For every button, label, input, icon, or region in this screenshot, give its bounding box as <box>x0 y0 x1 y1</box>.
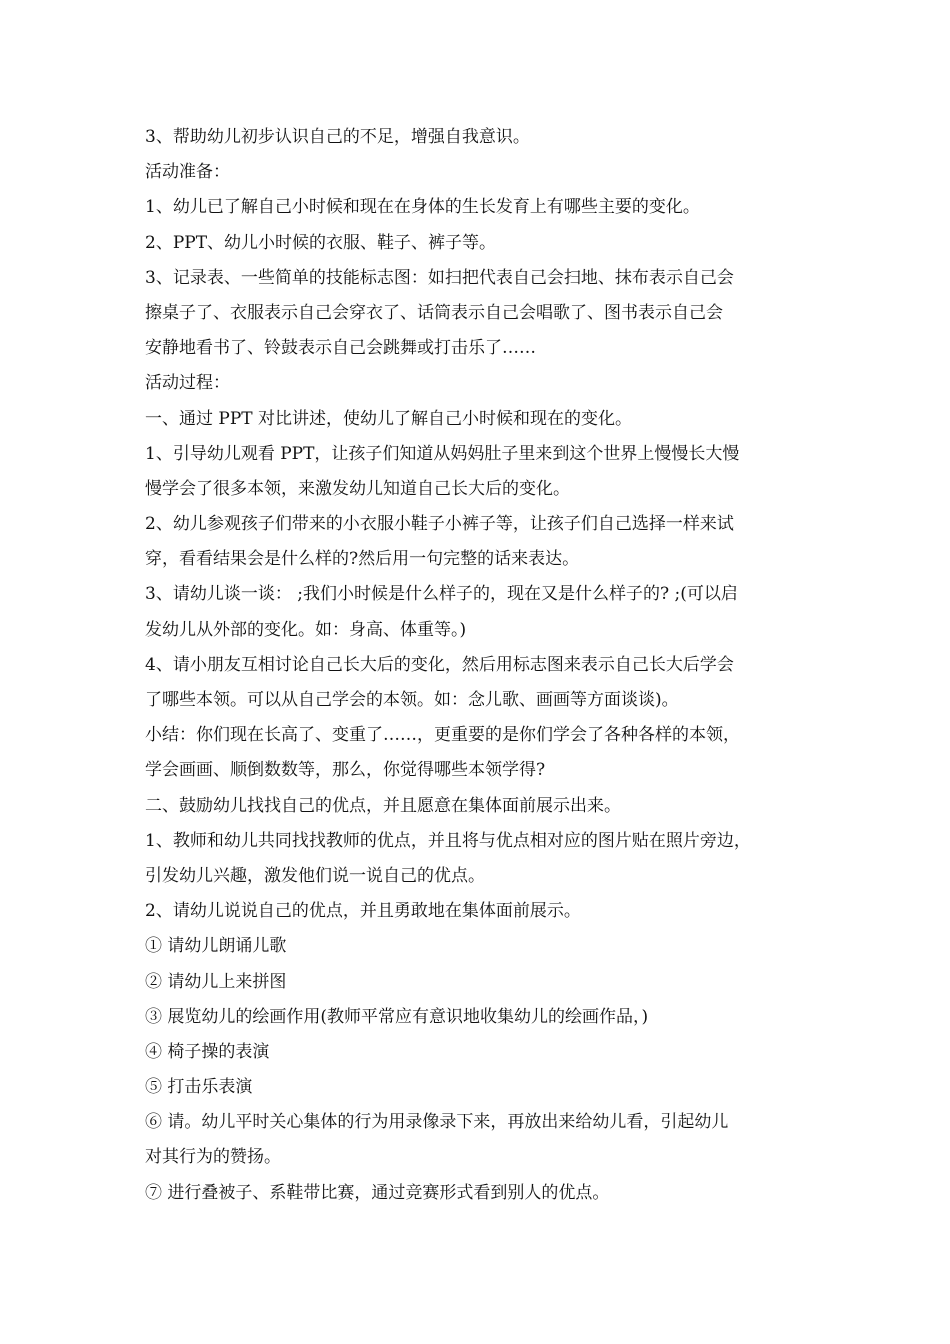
text-line: 3、请幼儿谈一谈： ;我们小时候是什么样子的，现在又是什么样子的? ;(可以启 <box>145 584 738 605</box>
list-item: ⑥ 请。幼儿平时关心集体的行为用录像录下来，再放出来给幼儿看，引起幼儿 <box>145 1112 729 1133</box>
text-line: 1、引导幼儿观看 PPT，让孩子们知道从妈妈肚子里来到这个世界上慢慢长大慢 <box>145 443 740 464</box>
list-item: ③ 展览幼儿的绘画作用(教师平常应有意识地收集幼儿的绘画作品，) <box>145 1006 649 1027</box>
text-line: 二、鼓励幼儿找找自己的优点，并且愿意在集体面前展示出来。 <box>145 795 621 816</box>
list-item: ② 请幼儿上来拼图 <box>145 971 287 992</box>
text-line: 2、幼儿参观孩子们带来的小衣服小鞋子小裤子等，让孩子们自己选择一样来试 <box>145 514 734 535</box>
list-item: ④ 椅子操的表演 <box>145 1041 270 1062</box>
section-heading: 活动准备： <box>145 162 230 183</box>
text-line: 学会画画、顺倒数数等，那么，你觉得哪些本领学得? <box>145 760 546 781</box>
text-line: 对其行为的赞扬。 <box>145 1147 281 1168</box>
section-heading: 活动过程： <box>145 373 230 394</box>
text-line: 安静地看书了、铃鼓表示自己会跳舞或打击乐了…… <box>145 338 536 359</box>
text-line: 了哪些本领。可以从自己学会的本领。如：念儿歌、画画等方面谈谈)。 <box>145 690 679 710</box>
list-item: ⑦ 进行叠被子、系鞋带比赛，通过竞赛形式看到别人的优点。 <box>145 1182 610 1203</box>
text-line: 发幼儿从外部的变化。如：身高、体重等。) <box>145 619 467 640</box>
text-line: 4、请小朋友互相讨论自己长大后的变化，然后用标志图来表示自己长大后学会 <box>145 654 734 675</box>
text-line: 3、帮助幼儿初步认识自己的不足，增强自我意识。 <box>145 127 530 147</box>
text-line: 小结：你们现在长高了、变重了……，更重要的是你们学会了各种各样的本领， <box>145 725 740 746</box>
text-line: 引发幼儿兴趣，激发他们说一说自己的优点。 <box>145 865 485 886</box>
text-line: 3、记录表、一些简单的技能标志图：如扫把代表自己会扫地、抹布表示自己会 <box>145 267 734 288</box>
text-line: 慢学会了很多本领，来激发幼儿知道自己长大后的变化。 <box>145 478 570 499</box>
text-line: 2、PPT、幼儿小时候的衣服、鞋子、裤子等。 <box>145 232 497 253</box>
text-line: 擦桌子了、衣服表示自己会穿衣了、话筒表示自己会唱歌了、图书表示自己会 <box>145 302 723 323</box>
list-item: ⑤ 打击乐表演 <box>145 1077 253 1098</box>
list-item: ① 请幼儿朗诵儿歌 <box>145 936 287 957</box>
text-line: 一、通过 PPT 对比讲述，使幼儿了解自己小时候和现在的变化。 <box>145 408 633 429</box>
text-line: 1、教师和幼儿共同找找教师的优点，并且将与优点相对应的图片贴在照片旁边， <box>145 830 751 851</box>
text-line: 1、幼儿已了解自己小时候和现在在身体的生长发育上有哪些主要的变化。 <box>145 197 700 218</box>
text-line: 穿，看看结果会是什么样的?然后用一句完整的话来表达。 <box>145 549 580 570</box>
text-line: 2、请幼儿说说自己的优点，并且勇敢地在集体面前展示。 <box>145 901 581 922</box>
document-body <box>145 120 825 1211</box>
